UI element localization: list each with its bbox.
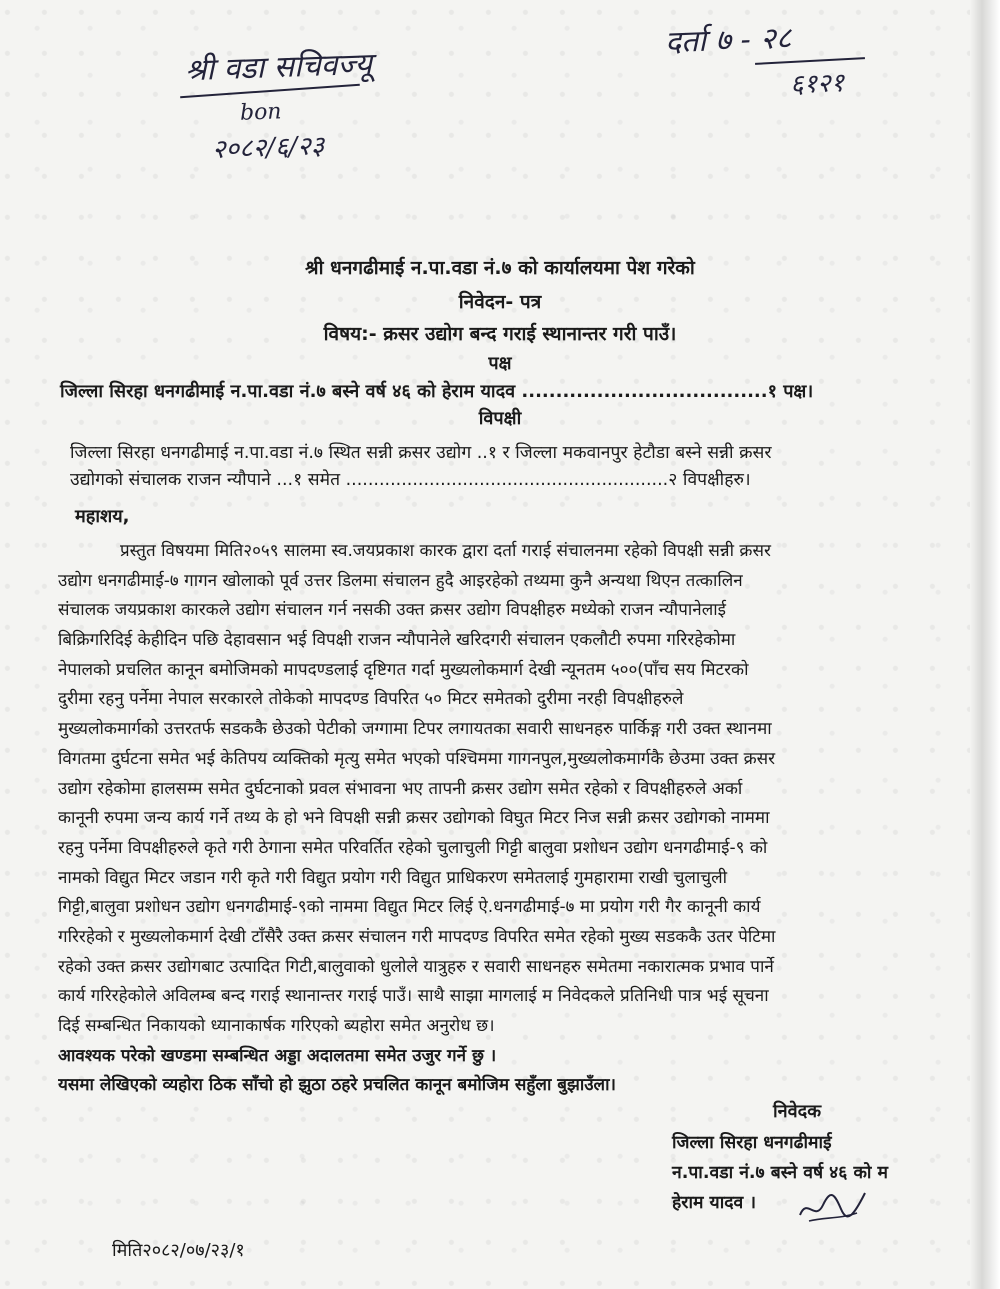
- body-line: नामको विद्युत मिटर जडान गरी कृते गरी विद्युत प्रयोग गरी विद्युत प्राधिकरण समेतलाई गुमहारामा राखी चुलाचुली: [58, 867, 728, 888]
- body-line: आवश्यक परेको खण्डमा सम्बन्धित अड्डा अदालतमा समेत उजुर गर्ने छु ।: [58, 1045, 497, 1066]
- body-line: मुख्यलोकमार्गको उत्तरतर्फ सडककै छेउको पेटीको जग्गामा टिपर लगायतका सवारी साधनहरु पार्किङ्ग गरी उक्त स्थानमा: [58, 719, 772, 740]
- body-line: दुरीमा रहनु पर्नेमा नेपाल सरकारले तोकेको मापदण्ड विपरित ५० मिटर समेतको दुरीमा नरही विपक्षीहरुले: [58, 689, 684, 710]
- subject-line: विषय:- क्रसर उद्योग बन्द गराई स्थानान्तर गरी पाउँ।: [323, 323, 677, 345]
- applicant-line-3: हेराम यादव ।: [672, 1193, 756, 1213]
- handwritten-initials: bon: [239, 99, 282, 126]
- opponent-line-1: जिल्ला सिरहा धनगढीमाई न.पा.वडा नं.७ स्थित सन्नी क्रसर उद्योग ..१ र जिल्ला मकवानपुर हेटौडा बस्ने सन्नी क्रसर: [70, 443, 772, 463]
- applicant-line-1: जिल्ला सिरहा धनगढीमाई: [672, 1133, 832, 1153]
- body-line: प्रस्तुत विषयमा मिति२०५९ सालमा स्व.जयप्रकाश कारक द्वारा दर्ता गराई संचालनमा रहेको विपक्षी सन्नी क्रसर: [120, 541, 771, 561]
- footer-date: मिति२०८२/०७/२३/१: [112, 1240, 245, 1261]
- doc-type: निवेदन- पत्र: [458, 291, 542, 313]
- body-line: विगतमा दुर्घटना समेत भई केतिपय व्यक्तिको मृत्यु समेत भएको पश्चिममा गागनपुल,मुख्यलोकमार्गकै छेउमा उक्त क्रसर: [58, 748, 776, 769]
- opponent-heading: विपक्षी: [478, 408, 522, 429]
- office-line: श्री धनगढीमाई न.पा.वडा नं.७ को कार्यालयमा पेश गरेको: [305, 257, 695, 279]
- party-heading: पक्ष: [488, 353, 512, 374]
- body-line: कार्य गरिरहेकोले अविलम्ब बन्द गराई स्थानान्तर गराई पाउँ। साथै साझा मागलाई म निवेदकले प्रतिनिधी पात्र भई सूचना: [58, 986, 769, 1007]
- body-line: कानूनी रुपमा जन्य कार्य गर्ने तथ्य के हो भने विपक्षी सन्नी क्रसर उद्योगको विघुत मिटर निज सन्नी क्रसर उद्योगको नाममा: [58, 808, 770, 829]
- handwritten-addressee: श्री वडा सचिवज्यू: [184, 46, 373, 89]
- body-line: रहेको उक्त क्रसर उद्योगबाट उत्पादित गिटी,बालुवाको धुलोले यात्रुहरु र सवारी साधनहरु समेतमा नकारात्मक प्रभाव पार्ने: [58, 956, 774, 977]
- body-text: [58, 537, 958, 1101]
- salutation: महाशय,: [75, 506, 130, 527]
- scan-edge: [970, 0, 1000, 1289]
- body-line: उद्योग धनगढीमाई-७ गागन खोलाको पूर्व उत्तर डिलमा संचालन हुदै आइरहेको तथ्यमा कुनै अन्यथा थिएन तत्कालिन: [58, 570, 743, 591]
- registration-number: ६१२१: [789, 68, 845, 100]
- body-line: बिक्रिगरिदिई केहीदिन पछि देहावसान भई विपक्षी राजन न्यौपानेले खरिदगरी संचालन एकलौटी रुपमा गरिरहेकोमा: [58, 630, 736, 651]
- applicant-line-2: न.पा.वडा नं.७ बस्ने वर्ष ४६ को म: [672, 1163, 888, 1183]
- body-line: गिट्टी,बालुवा प्रशोधन उद्योग धनगढीमाई-९को नाममा विद्युत मिटर लिई ऐ.धनगढीमाई-७ मा प्रयोग गरी गैर कानूनी कार्य: [58, 897, 761, 918]
- body-line: यसमा लेखिएको व्यहोरा ठिक साँचो हो झुठा ठहरे प्रचलित कानून बमोजिम सहुँला बुझाउँला।: [58, 1075, 616, 1096]
- body-line: नेपालको प्रचलित कानून बमोजिमको मापदण्डलाई दृष्टिगत गर्दा मुख्यलोकमार्ग देखी न्यूनतम ५००(पाँच सय मिटरको: [58, 659, 749, 680]
- applicant-heading: निवेदक: [773, 1101, 822, 1122]
- body-line: उद्योग रहेकोमा हालसम्म समेत दुर्घटनाको प्रवल संभावना भए तापनी क्रसर उद्योग समेत रहेको र विपक्षीहरुले अर्का: [58, 778, 743, 799]
- applicant-signature: [795, 1187, 870, 1227]
- body-line: रहनु पर्नेमा विपक्षीहरुले कृते गरी ठेगाना समेत परिवर्तित रहेको चुलाचुली गिट्टी बालुवा प्रशोधन उद्योग धनगढीमाई-९ को: [58, 837, 768, 858]
- handwritten-date: २०८२/६/२३: [211, 131, 325, 165]
- body-line: दिई सम्बन्धित निकायको ध्यानाकार्षक गरिएको ब्यहोरा समेत अनुरोध छ।: [58, 1016, 495, 1036]
- party-line: जिल्ला सिरहा धनगढीमाई न.पा.वडा नं.७ बस्ने वर्ष ४६ को हेराम यादव ....................................१ पक्ष।: [60, 381, 814, 402]
- body-line: गरिरहेको र मुख्यलोकमार्ग देखी टाँसैरै उक्त क्रसर संचालन गरी मापदण्ड विपरित समेत रहेको मुख्य सडककै उतर पेटिमा: [58, 926, 776, 947]
- body-line: संचालक जयप्रकाश कारकले उद्योग संचालन गर्न नसकी उक्त क्रसर उद्योग विपक्षीहरु मध्येको राजन न्यौपानेलाई: [58, 600, 726, 621]
- registration-note: दर्ता ७ - २८: [664, 20, 793, 61]
- opponent-line-2: उद्योगको संचालक राजन न्यौपाने ...१ समेत ..........................................................२ विपक्षीहरु।: [70, 470, 751, 490]
